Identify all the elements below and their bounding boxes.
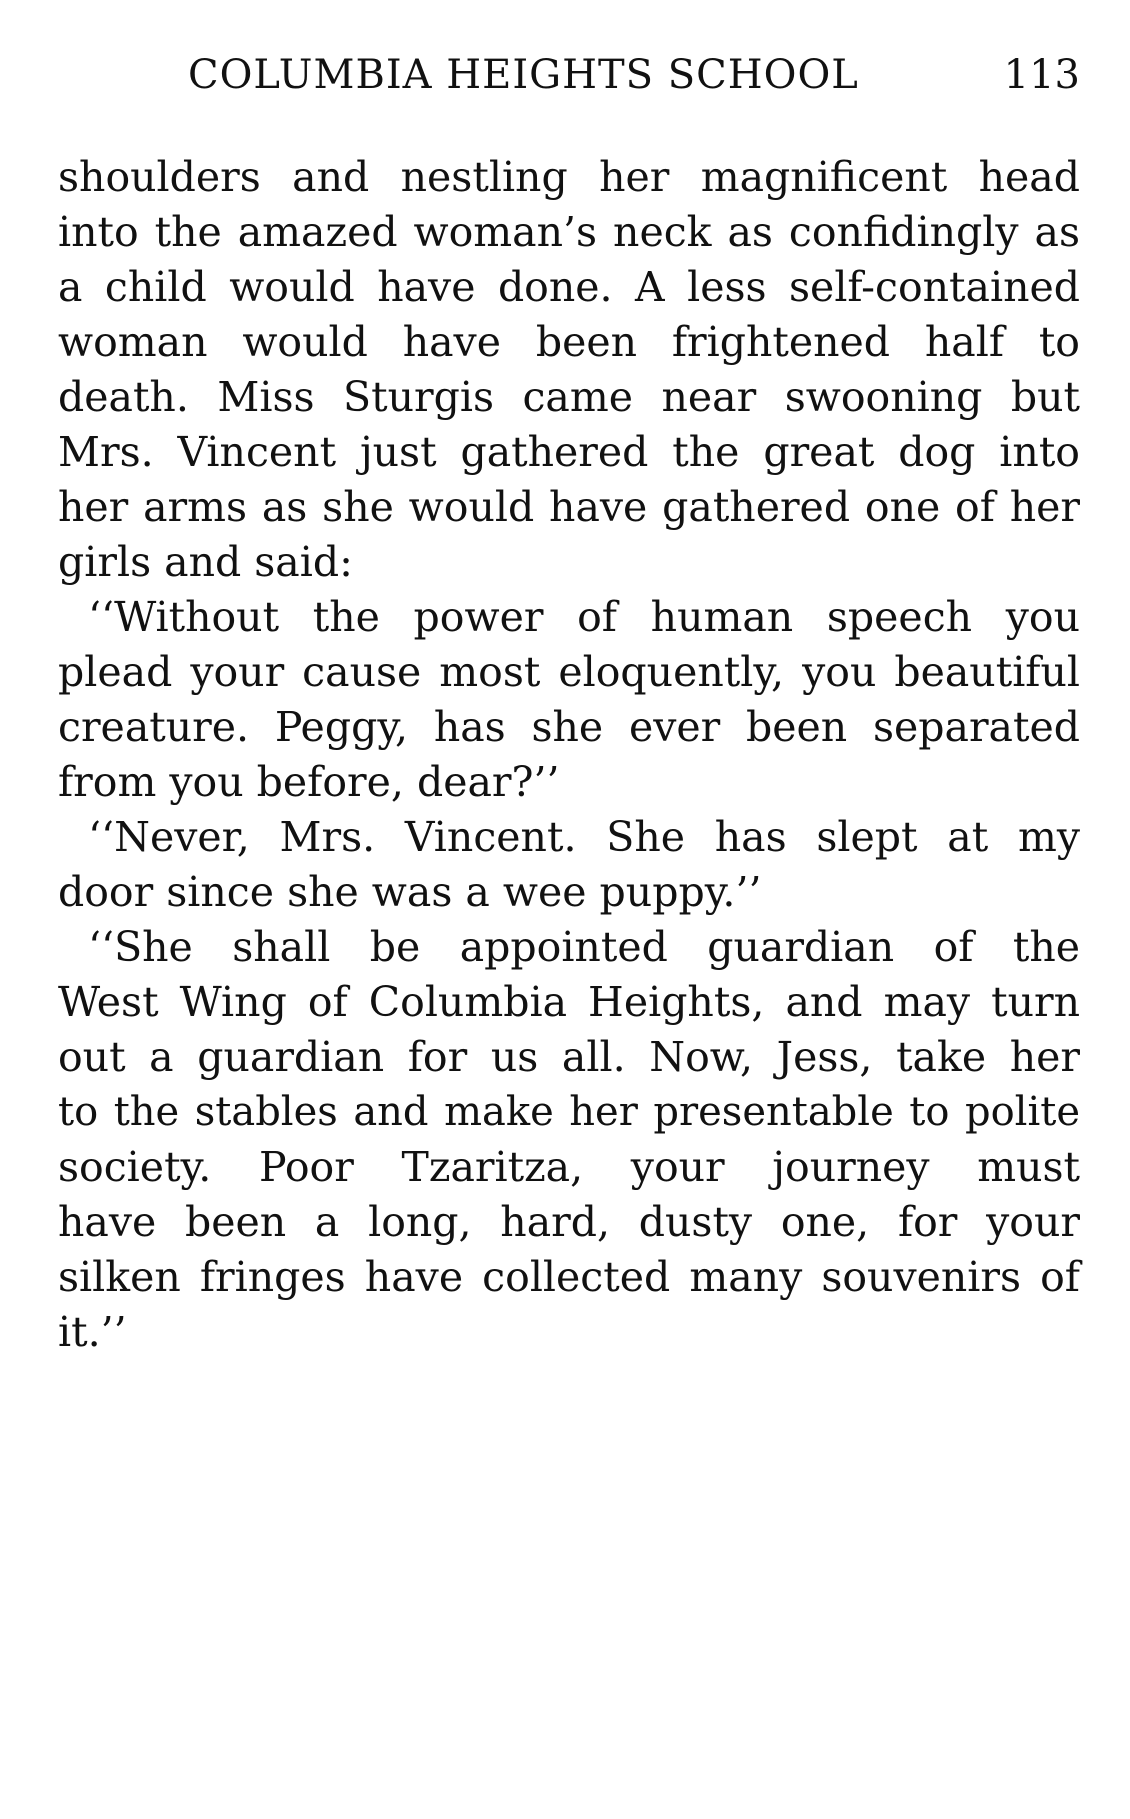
- text-line: her arms as she would have gathered one of her: [58, 483, 1080, 531]
- text-line: death. Miss Sturgis came near swooning but: [58, 373, 1080, 421]
- page-number: 113: [1003, 52, 1080, 98]
- text-line: have been a long, hard, dusty one, for your: [58, 1198, 1080, 1246]
- text-line: plead your cause most eloquently, you beautiful: [58, 648, 1080, 696]
- text-line: shoulders and nestling her magnificent head: [58, 153, 1080, 201]
- text-line: girls and said:: [58, 538, 353, 586]
- text-line: from you before, dear?’’: [58, 758, 560, 806]
- text-line: woman would have been frightened half to: [58, 318, 1080, 366]
- text-line: ‘‘Never, Mrs. Vincent. She has slept at my: [88, 813, 1080, 861]
- text-line: creature. Peggy, has she ever been separated: [58, 703, 1080, 751]
- text-line: to the stables and make her presentable to polite: [58, 1089, 1080, 1135]
- text-line: silken fringes have collected many souvenirs of: [58, 1253, 1080, 1301]
- text-line: out a guardian for us all. Now, Jess, take her: [58, 1033, 1080, 1081]
- text-line: a child would have done. A less self-contained: [58, 263, 1080, 311]
- body-text: [58, 150, 1080, 1360]
- text-line: society. Poor Tzaritza, your journey must: [58, 1143, 1080, 1191]
- text-line: ‘‘She shall be appointed guardian of the: [88, 923, 1080, 971]
- running-header: [58, 52, 1080, 112]
- running-title: COLUMBIA HEIGHTS SCHOOL: [188, 52, 859, 98]
- text-line: into the amazed woman’s neck as confidingly as: [58, 208, 1080, 256]
- text-line: West Wing of Columbia Heights, and may turn: [58, 978, 1080, 1026]
- text-line: ‘‘Without the power of human speech you: [88, 593, 1080, 641]
- text-line: it.’’: [58, 1308, 127, 1356]
- text-line: Mrs. Vincent just gathered the great dog into: [58, 428, 1080, 476]
- text-line: door since she was a wee puppy.’’: [58, 868, 762, 916]
